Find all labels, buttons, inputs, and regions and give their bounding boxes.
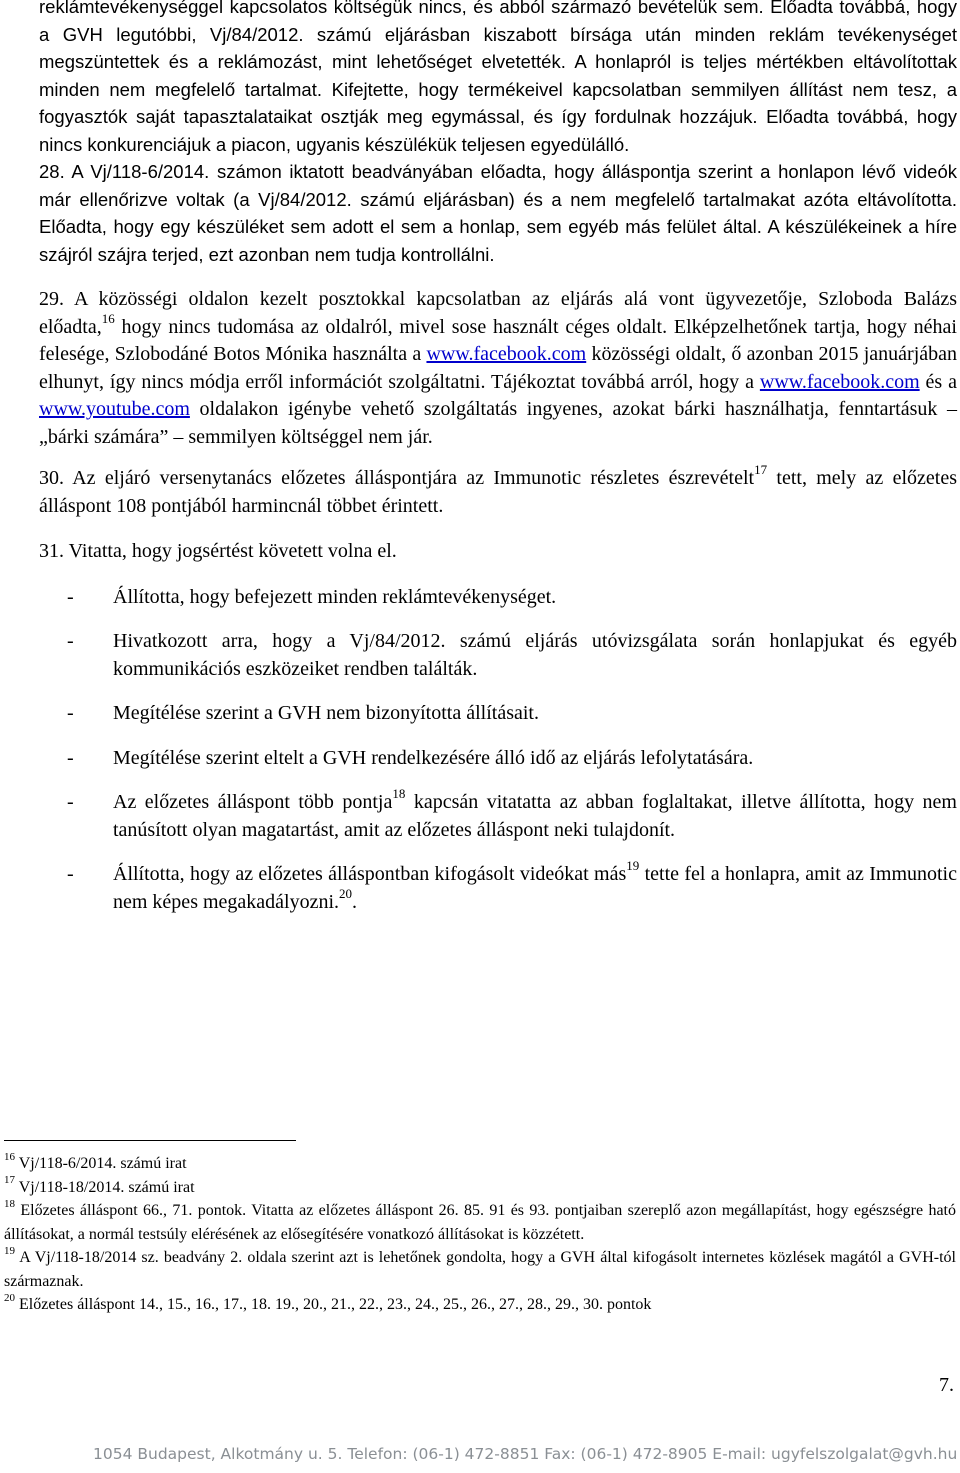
footnote-ref-16[interactable]: 16 xyxy=(101,310,115,326)
footnote-16: $^{16}$ Vj/118-6/2014. számú irat xyxy=(4,1150,187,1172)
list-item: - Megítélése szerint a GVH nem bizonyította állításait. xyxy=(39,700,957,728)
paragraph-31: 31. Vitatta, hogy jogsértést követett volna el. xyxy=(39,540,397,562)
paragraph-30: 30. Az eljáró versenytanács előzetes álláspontjára az Immunotic részletes észrevételt$^{17}$ tett, mely az előzetes álláspont 108 pontjából harmincnál többet érintett. xyxy=(39,462,958,517)
dash-bullet: - xyxy=(67,746,74,769)
facebook-link-2[interactable]: www.facebook.com xyxy=(759,370,920,393)
footnote-18: $^{18}$ Előzetes álláspont 66., 71. pontok. Vitatta az előzetes álláspont 26. 85. 91 és 93. pontjaiban szereplő azon megállapítást, hogy egészségre ható állításokat, a normál testsúly elérésének az elősegítésére vonatkozó állításokat is közzétett. xyxy=(4,1197,956,1243)
page-footer xyxy=(0,1431,960,1473)
youtube-link[interactable]: www.youtube.com xyxy=(39,398,190,420)
paragraph-28: 28. A Vj/118-6/2014. számon iktatott beadványában előadta, hogy álláspontja szerint a honlapon lévő videók már ellenőrizve voltak (a Vj/84/2012. számú eljárásban) és a nem megfelelő tartalmakat azóta eltávolította. Előadta, hogy egy készüléket sem adott el sem a honlap, sem egyéb más felület által. A készülékeinek a híre szájról szájra terjed, ezt azonban nem tudja kontrollálni. xyxy=(39,161,957,265)
paragraph-continued xyxy=(39,0,957,268)
page-number: 7. xyxy=(939,1374,954,1396)
paragraph-29: 29. A közösségi oldalon kezelt posztokkal kapcsolatban az eljárás alá vont ügyvezetője, Szloboda Balázs előadta,$^{16}$ hogy nincs tudomása az oldalról, mivel sose használt céges oldalt. Elképzelhetőnek tartja, hogy néhai felesége, Szlobodáné Botos Mónika használta a www.facebook.com közösségi oldalt, ő azonban 2015 januárjában elhunyt, így nincs módja erről információt szolgáltatni. Tájékoztat továbbá arról, hogy a www.facebook.com és a www.youtube.com oldalakon igénybe vehető szolgáltatás ingyenes, azokat bárki használhatja, fenntartásuk – „bárki számára” – semmilyen költséggel nem jár. xyxy=(39,288,958,448)
list-item: - Az előzetes álláspont több pontja$^{18}$ kapcsán vitatatta az abban foglaltakat, illetve állította, hogy nem tanúsított olyan magatartást, amit az előzetes álláspont neki tulajdonít. xyxy=(67,786,957,841)
list-item: - Hivatkozott arra, hogy a Vj/84/2012. számú eljárás utóvizsgálata során honlapjukat és egyéb kommunikációs eszközeiket rendben találták. xyxy=(67,630,957,680)
dash-bullet: - xyxy=(67,702,74,724)
footnote-17: $^{17}$ Vj/118-18/2014. számú irat xyxy=(4,1174,195,1196)
list-item: - Állította, hogy az előzetes álláspontban kifogásolt videókat más$^{19}$ tette fel a honlapra, amit az Immunotic nem képes megakadályozni.$^{20}$. xyxy=(67,858,957,913)
footnote-ref-17[interactable]: 17 xyxy=(754,462,768,478)
footnote-ref-20[interactable]: 20 xyxy=(339,885,353,901)
footnote-20: $^{20}$ Előzetes álláspont 14., 15., 16., 17., 18. 19., 20., 21., 22., 23., 24., 25., 26., 27., 28., 29., 30. pontok xyxy=(4,1291,652,1313)
list-item: - Állította, hogy befejezett minden reklámtevékenységet. xyxy=(39,584,957,612)
footnote-list xyxy=(4,1152,956,1317)
footnote-separator xyxy=(4,1140,296,1141)
dash-bullet: - xyxy=(67,585,74,608)
dash-bullet: - xyxy=(67,630,74,652)
list-item: - Megítélése szerint eltelt a GVH rendelkezésére álló idő az eljárás lefolytatására. xyxy=(39,745,957,773)
facebook-link[interactable]: www.facebook.com xyxy=(426,343,587,365)
dash-bullet: - xyxy=(67,863,74,885)
footnote-19: $^{19}$ A Vj/118-18/2014 sz. beadvány 2. oldala szerint azt is lehetőnek gondolta, hogy a GVH által kifogásolt internetes közlések magától a GVH-tól származnak. xyxy=(4,1244,956,1290)
objection-list xyxy=(39,584,957,917)
footer-contact-info: 1054 Budapest, Alkotmány u. 5. Telefon: (06-1) 472-8851 Fax: (06-1) 472-8905 E-mail: ugyfelszolgalat@gvh.hu xyxy=(93,1445,958,1463)
paragraph-27-continued: reklámtevékenységgel kapcsolatos költségük nincs, és abból származó bevételük sem. Előadta továbbá, hogy a GVH legutóbbi, Vj/84/2012. számú eljárásban kiszabott bírsága után minden reklám tevékenységet megszüntettek és a reklámozást, mint lehetőséget elvetették. A honlapról is teljes mértékben eltávolítottak minden nem megfelelő tartalmat. Kifejtette, hogy termékeivel kapcsolatban semmilyen állítást nem tesz, a fogyasztók saját tapasztalataikat osztják meg egymással, és így fordulnak hozzájuk. Előadta továbbá, hogy nincs konkurenciájuk a piacon, ugyanis készülékük teljesen egyedülálló. xyxy=(39,0,957,155)
document-body xyxy=(39,0,957,916)
footnote-ref-19[interactable]: 19 xyxy=(626,858,640,874)
dash-bullet: - xyxy=(67,791,74,813)
footnote-ref-18[interactable]: 18 xyxy=(392,786,406,802)
